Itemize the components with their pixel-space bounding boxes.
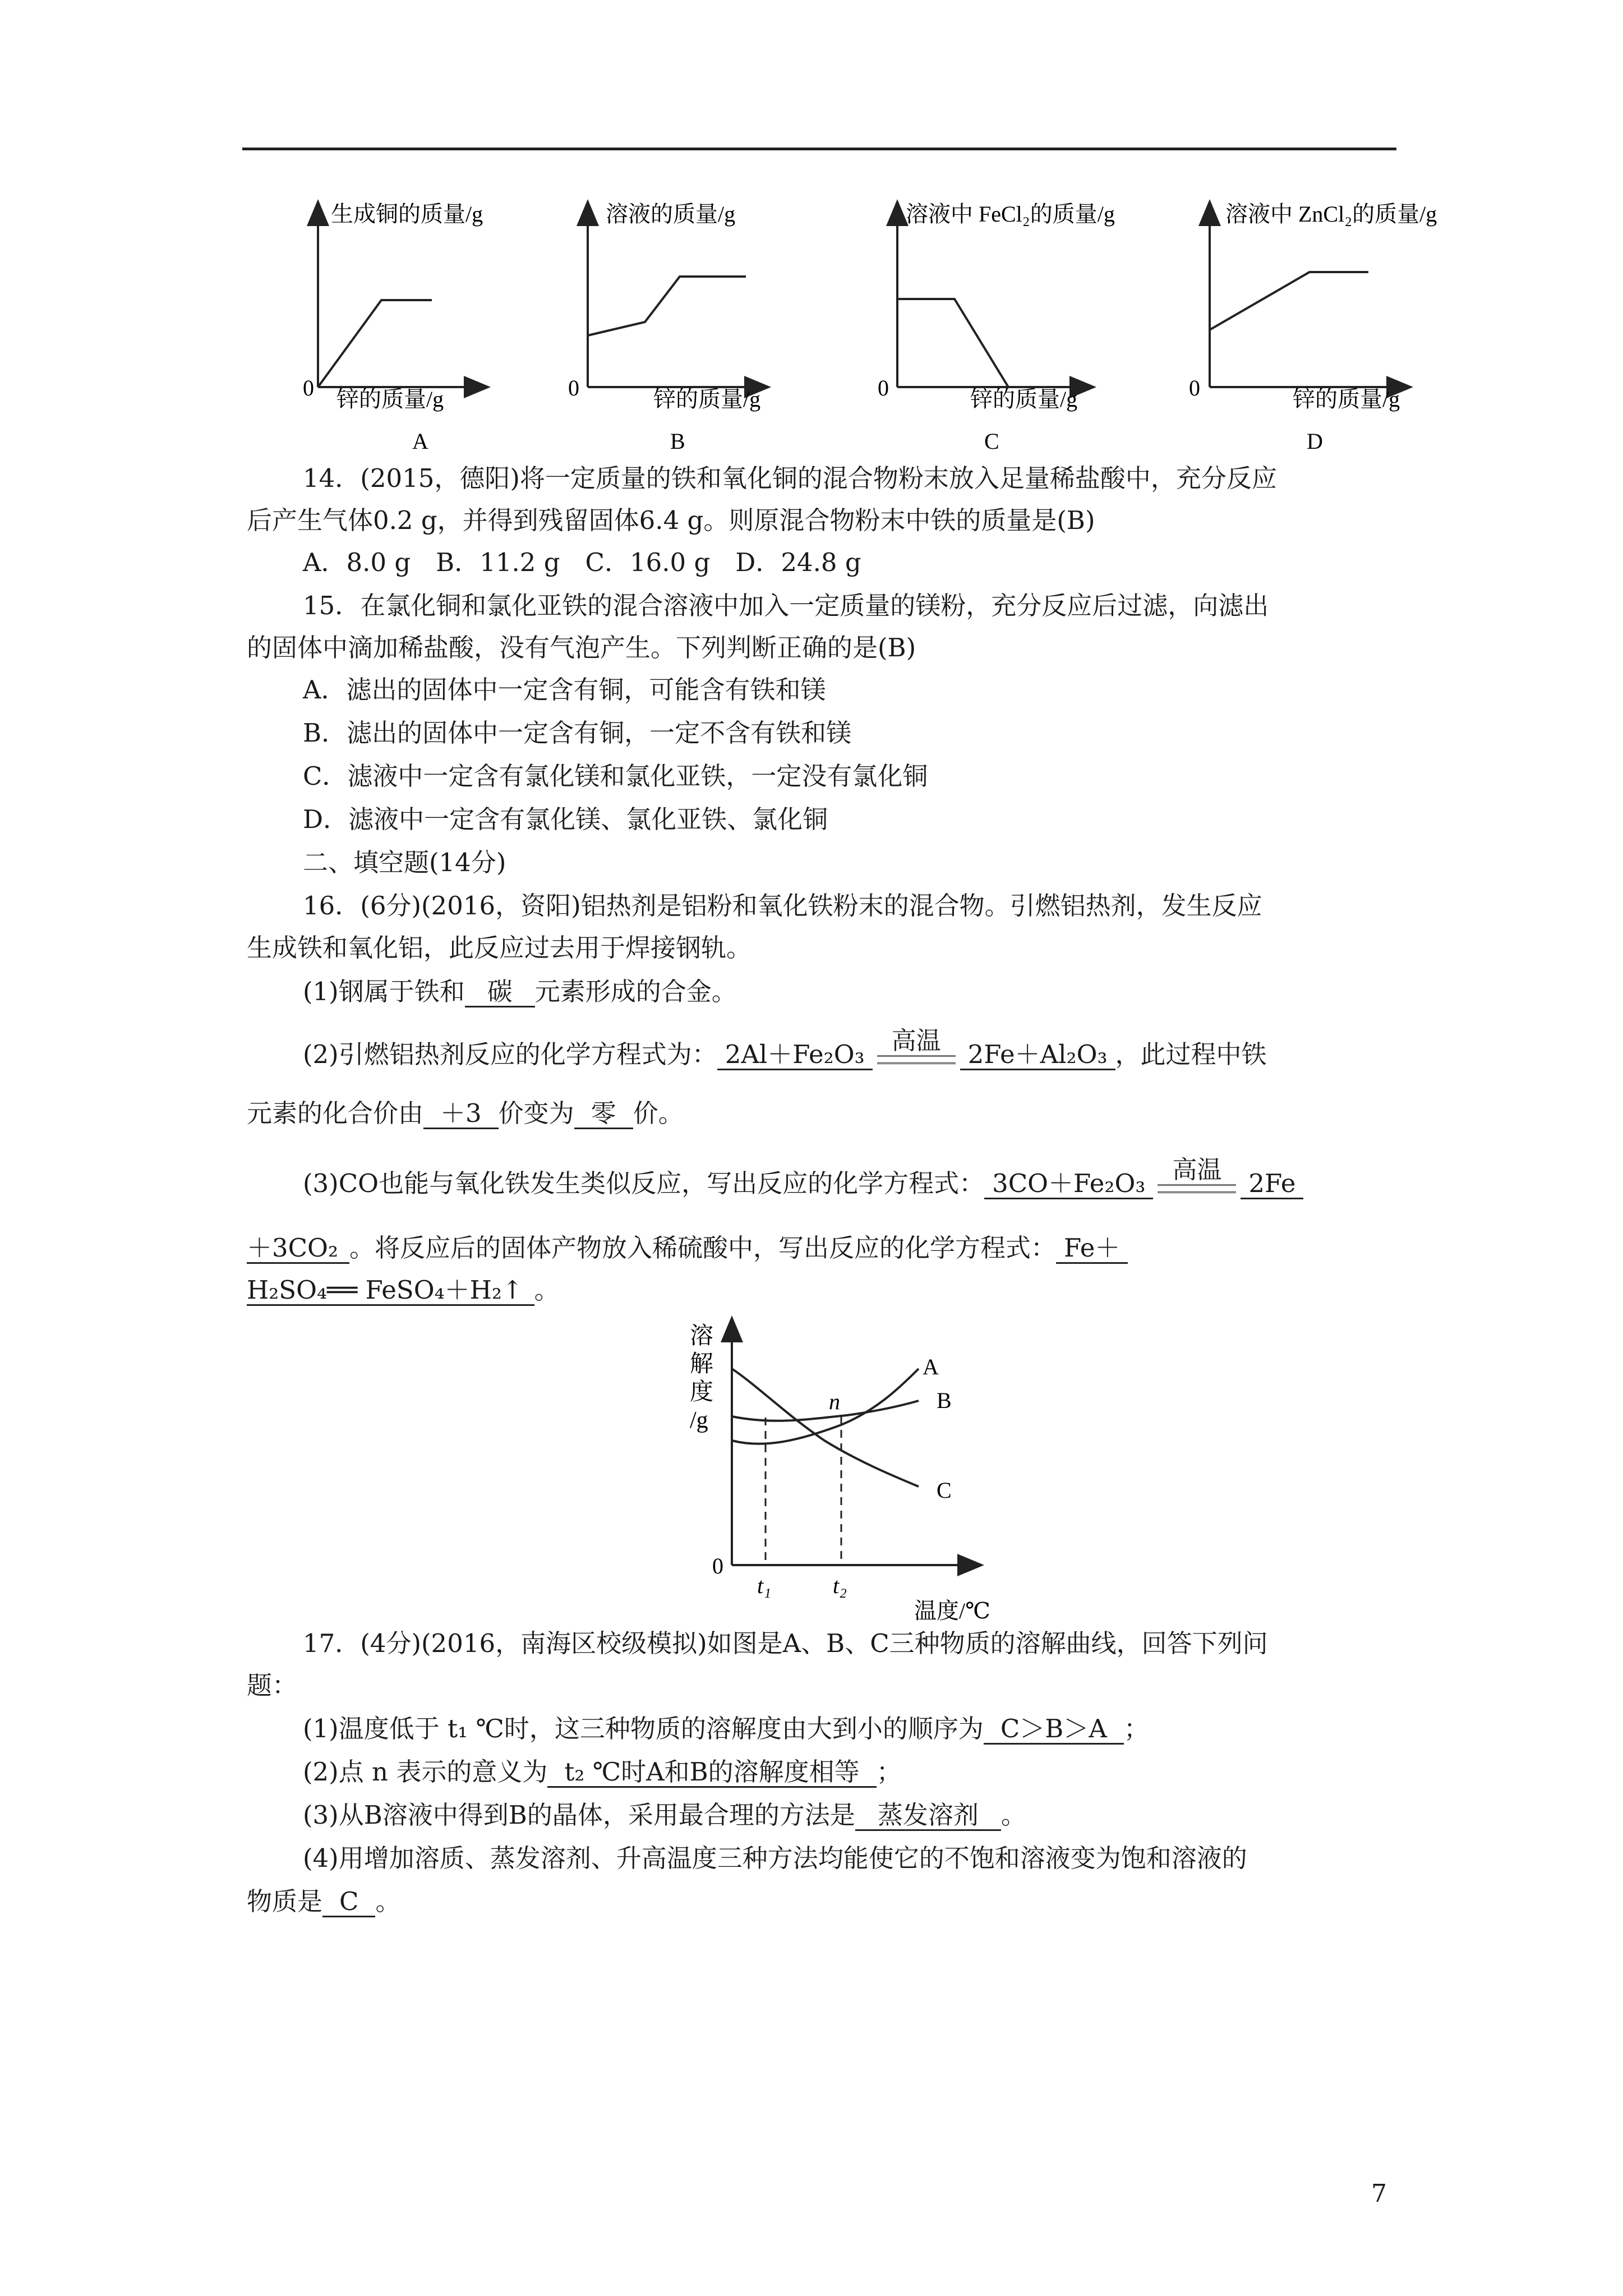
- y-label-3: 度: [690, 1379, 714, 1405]
- t1-label: t₁: [757, 1573, 772, 1598]
- graph-d: [1189, 201, 1437, 454]
- q17-part4-line2: [247, 1885, 400, 1918]
- graph-b: [568, 201, 760, 454]
- solubility-xlabel: 温度/℃: [914, 1598, 990, 1623]
- graph-d-curve: [1210, 272, 1368, 330]
- graph-a-origin: 0: [303, 375, 314, 401]
- q16-p1-answer: 碳: [465, 978, 535, 1007]
- graph-b-origin: 0: [568, 375, 579, 401]
- q16-p3-condition-text: 高温: [1172, 1155, 1222, 1184]
- q17-p3-pre: (3)从B溶液中得到B的晶体，采用最合理的方法是: [303, 1800, 855, 1830]
- q17-p1-pre: (1)温度低于 t₁ ℃时，这三种物质的溶解度由大到小的顺序为: [303, 1714, 984, 1743]
- q16-p3c-post: 。: [534, 1275, 560, 1305]
- graph-d-xlabel: 锌的质量/g: [1293, 386, 1400, 412]
- q16-p3-answer-left: 3CO＋Fe₂O₃: [984, 1170, 1153, 1199]
- q17-p2-answer: t₂ ℃时A和B的溶解度相等: [547, 1758, 876, 1788]
- graph-d-ylabel: 溶液中 ZnCl₂的质量/g: [1225, 201, 1437, 227]
- q16-p2-answer-right: 2Fe＋Al₂O₃: [960, 1041, 1115, 1070]
- q17-p1-post: ；: [1123, 1714, 1149, 1743]
- q16-p1-post: 元素形成的合金。: [534, 977, 737, 1006]
- q16-p1-pre: (1)钢属于铁和: [303, 977, 465, 1006]
- q16-part3b: [247, 1231, 1128, 1265]
- y-label-1: 溶: [690, 1323, 714, 1349]
- curve-b: [732, 1401, 919, 1421]
- graph-d-letter: D: [1307, 429, 1323, 454]
- q15-option-c: C．滤液中一定含有氯化镁和氯化亚铁，一定没有氯化铜: [303, 761, 928, 791]
- q16-part2b: [247, 1097, 684, 1130]
- q16-p3-condition: [1158, 1156, 1236, 1193]
- section-heading: 二、填空题(14分): [303, 848, 506, 877]
- q17-p4-answer: C: [322, 1888, 375, 1917]
- graph-d-origin: 0: [1189, 375, 1200, 401]
- q17-p3-post: 。: [1000, 1800, 1026, 1830]
- q15-line1: 15．在氯化铜和氯化亚铁的混合溶液中加入一定质量的镁粉，充分反应后过滤，向滤出: [303, 591, 1269, 620]
- q16-p2b-post: 价。: [633, 1098, 684, 1128]
- q16-p2b-answer1: ＋3: [423, 1099, 499, 1129]
- q16-p2b-answer2: 零: [574, 1099, 633, 1129]
- q16-p3-pre: (3)CO也能与氧化铁发生类似反应，写出反应的化学方程式：: [303, 1168, 985, 1198]
- q17-p2-post: ；: [876, 1757, 902, 1787]
- solubility-origin: 0: [712, 1553, 723, 1579]
- q17-p4-pre: 物质是: [247, 1887, 323, 1916]
- q16-p3b-answer2: Fe＋: [1056, 1234, 1128, 1264]
- point-n-label: n: [829, 1389, 840, 1414]
- q15-option-b: B．滤出的固体中一定含有铜，一定不含有铁和镁: [303, 718, 852, 748]
- curve-b-label: B: [937, 1388, 952, 1413]
- q17-p1-answer: C＞B＞A: [984, 1715, 1124, 1745]
- q16-part3c: [247, 1273, 560, 1307]
- q14-options: A．8.0 g B．11.2 g C．16.0 g D．24.8 g: [303, 547, 861, 577]
- graph-b-curve: [588, 277, 746, 335]
- graph-b-ylabel: 溶液的质量/g: [606, 201, 736, 227]
- q17-p3-answer: 蒸发溶剂: [855, 1801, 1001, 1831]
- q17-p4-post: 。: [375, 1887, 401, 1916]
- q16-part2: [303, 1026, 1267, 1075]
- graph-a: [303, 201, 483, 454]
- q16-p3c-answer: H₂SO₄══ FeSO₄＋H₂↑: [247, 1276, 534, 1306]
- graph-c-curve: [897, 299, 1008, 387]
- q15-option-d: D．滤液中一定含有氯化镁、氯化亚铁、氯化铜: [303, 804, 828, 834]
- graph-a-letter: A: [412, 429, 428, 454]
- q16-part1: [303, 975, 737, 1009]
- q14-line1: 14．(2015，德阳)将一定质量的铁和氧化铜的混合物粉末放入足量稀盐酸中，充分反应: [303, 463, 1277, 493]
- q16-p2-condition-text: 高温: [891, 1026, 941, 1055]
- curve-a: [732, 1369, 919, 1444]
- q17-p2-pre: (2)点 n 表示的意义为: [303, 1757, 548, 1787]
- q16-p2-answer-left: 2Al＋Fe₂O₃: [717, 1041, 873, 1070]
- option-graphs: [0, 0, 1623, 477]
- q16-p2-post: ，此过程中铁: [1115, 1039, 1267, 1069]
- q15-line2: 的固体中滴加稀盐酸，没有气泡产生。下列判断正确的是(B): [247, 633, 916, 662]
- q17-part3: [303, 1798, 1026, 1832]
- graph-c-origin: 0: [878, 375, 889, 401]
- y-label-4: /g: [690, 1407, 708, 1433]
- q17-part4-line1: (4)用增加溶质、蒸发溶剂、升高温度三种方法均能使它的不饱和溶液变为饱和溶液的: [303, 1843, 1247, 1873]
- q17-line2: 题：: [247, 1671, 298, 1700]
- q15-option-a: A．滤出的固体中一定含有铜，可能含有铁和镁: [303, 675, 826, 705]
- graph-c-ylabel: 溶液中 FeCl₂的质量/g: [906, 201, 1115, 227]
- q16-p2-condition: [877, 1027, 956, 1064]
- curve-c: [732, 1369, 919, 1487]
- q17-part1: [303, 1712, 1149, 1746]
- curve-a-label: A: [923, 1354, 939, 1379]
- graph-b-xlabel: 锌的质量/g: [653, 386, 761, 412]
- graph-c-letter: C: [984, 429, 999, 454]
- q16-line2: 生成铁和氧化铝，此反应过去用于焊接钢轨。: [247, 933, 752, 963]
- q16-line1: 16．(6分)(2016，资阳)铝热剂是铝粉和氧化铁粉末的混合物。引燃铝热剂，发生反应: [303, 891, 1262, 921]
- q16-p3-answer-right: 2Fe: [1241, 1170, 1303, 1199]
- graph-b-letter: B: [670, 429, 685, 454]
- q14-line2: 后产生气体0.2 g，并得到残留固体6.4 g。则原混合物粉末中铁的质量是(B): [247, 505, 1095, 535]
- page-number: 7: [1371, 2179, 1387, 2208]
- q16-p2b-mid: 价变为: [498, 1098, 574, 1128]
- y-label-2: 解: [690, 1351, 714, 1377]
- q16-p3b-post: 。将反应后的固体产物放入稀硫酸中，写出反应的化学方程式：: [349, 1233, 1057, 1263]
- q17-part2: [303, 1755, 902, 1789]
- q16-p2-pre: (2)引燃铝热剂反应的化学方程式为：: [303, 1039, 717, 1069]
- q16-p2b-pre: 元素的化合价由: [247, 1098, 424, 1128]
- graph-a-curve: [318, 300, 432, 387]
- graph-a-xlabel: 锌的质量/g: [336, 386, 444, 412]
- t2-label: t₂: [833, 1573, 847, 1598]
- q17-line1: 17．(4分)(2016，南海区校级模拟)如图是A、B、C三种物质的溶解曲线，回答下列问: [303, 1628, 1268, 1658]
- graph-c-xlabel: 锌的质量/g: [970, 386, 1078, 412]
- q16-part3: [303, 1155, 1303, 1204]
- graph-a-ylabel: 生成铜的质量/g: [331, 201, 483, 227]
- curve-c-label: C: [937, 1478, 952, 1503]
- graph-c: [878, 201, 1115, 454]
- q16-p3b-answer: ＋3CO₂: [247, 1234, 349, 1264]
